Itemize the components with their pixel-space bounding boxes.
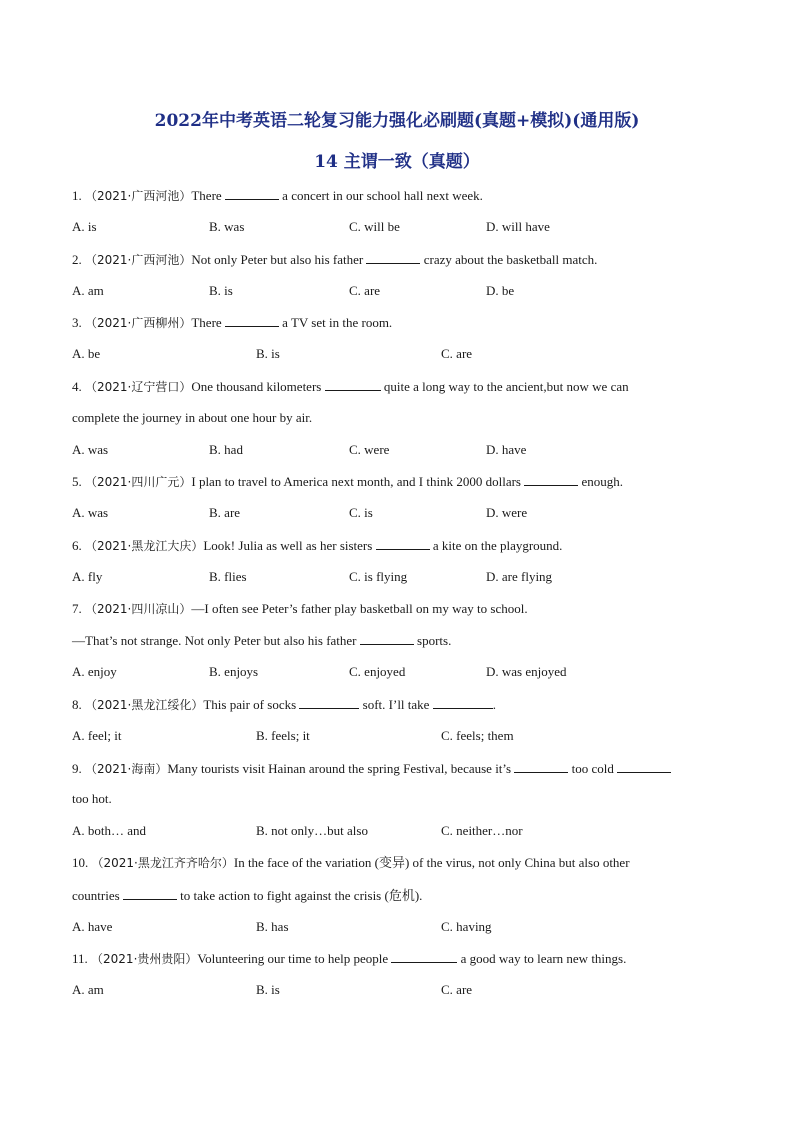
option[interactable]: C. are: [349, 283, 381, 298]
option[interactable]: B. feels; it: [256, 728, 310, 743]
document-subtitle: 14 主谓一致（真题）: [314, 152, 480, 172]
option[interactable]: B. was: [209, 219, 245, 234]
option[interactable]: A. feel; it: [72, 728, 122, 743]
option[interactable]: C. are: [441, 346, 473, 361]
answer-blank[interactable]: [391, 949, 457, 963]
option[interactable]: C. neither…nor: [441, 823, 523, 838]
question-9-stem: 9. （2021·海南）Many tourists visit Hainan around the spring Festival, because it’s too cold: [72, 759, 671, 778]
option[interactable]: B. are: [209, 505, 241, 520]
option[interactable]: D. will have: [486, 219, 550, 234]
question-9-continuation: too hot.: [72, 791, 112, 806]
answer-blank[interactable]: [360, 631, 414, 645]
answer-blank[interactable]: [433, 695, 493, 709]
option[interactable]: A. enjoy: [72, 664, 117, 679]
answer-blank[interactable]: [524, 472, 578, 486]
option[interactable]: A. am: [72, 982, 104, 997]
answer-blank[interactable]: [366, 250, 420, 264]
option[interactable]: C. enjoyed: [349, 664, 406, 679]
option[interactable]: B. has: [256, 919, 289, 934]
option[interactable]: B. is: [256, 346, 280, 361]
option[interactable]: A. be: [72, 346, 101, 361]
answer-blank[interactable]: [376, 536, 430, 550]
option[interactable]: C. feels; them: [441, 728, 514, 743]
question-7-stem: 7. （2021·四川凉山）—I often see Peter’s father play basketball on my way to school.: [72, 601, 528, 616]
option[interactable]: D. was enjoyed: [486, 664, 567, 679]
answer-blank[interactable]: [514, 759, 568, 773]
question-3-stem: 3. （2021·广西柳州）There a TV set in the room.: [72, 315, 393, 330]
option[interactable]: C. were: [349, 442, 390, 457]
question-5-stem: 5. （2021·四川广元）I plan to travel to America next month, and I think 2000 dollars enough.: [72, 474, 624, 489]
option[interactable]: D. are flying: [486, 569, 553, 584]
question-4-stem: 4. （2021·辽宁营口）One thousand kilometers quite a long way to the ancient,but now we can: [72, 379, 629, 394]
option[interactable]: C. is: [349, 505, 373, 520]
answer-blank[interactable]: [225, 313, 279, 327]
option[interactable]: A. was: [72, 442, 109, 457]
answer-blank[interactable]: [123, 886, 177, 900]
option[interactable]: C. having: [441, 919, 492, 934]
option[interactable]: B. is: [209, 283, 233, 298]
option[interactable]: A. is: [72, 219, 97, 234]
option[interactable]: D. were: [486, 505, 528, 520]
option[interactable]: B. flies: [209, 569, 247, 584]
question-1-stem: 1. （2021·广西河池）There a concert in our school hall next week.: [72, 188, 483, 203]
option[interactable]: A. have: [72, 919, 113, 934]
option[interactable]: A. fly: [72, 569, 103, 584]
option[interactable]: B. is: [256, 982, 280, 997]
option[interactable]: B. enjoys: [209, 664, 259, 679]
option[interactable]: B. had: [209, 442, 243, 457]
option[interactable]: C. will be: [349, 219, 400, 234]
question-6-stem: 6. （2021·黑龙江大庆）Look! Julia as well as her sisters a kite on the playground.: [72, 538, 563, 553]
question-8-stem: 8. （2021·黑龙江绥化）This pair of socks soft. I’ll take .: [72, 697, 496, 712]
option[interactable]: C. is flying: [349, 569, 408, 584]
document-title: 2022年中考英语二轮复习能力强化必刷题(真题+模拟)(通用版): [154, 111, 640, 131]
answer-blank[interactable]: [325, 377, 381, 391]
option[interactable]: C. are: [441, 982, 473, 997]
option[interactable]: A. was: [72, 505, 109, 520]
option[interactable]: B. not only…but also: [256, 823, 368, 838]
question-7-continuation: —That’s not strange. Not only Peter but also his father sports.: [72, 633, 452, 648]
question-10-stem: 10. （2021·黑龙江齐齐哈尔）In the face of the variation (变异) of the virus, not only China but also other: [72, 855, 630, 870]
option[interactable]: D. be: [486, 283, 515, 298]
option[interactable]: A. am: [72, 283, 104, 298]
question-11-stem: 11. （2021·贵州贵阳）Volunteering our time to help people a good way to learn new things.: [72, 951, 627, 966]
question-10-continuation: countries to take action to fight against the crisis (危机).: [72, 888, 423, 903]
question-4-continuation: complete the journey in about one hour by air.: [72, 410, 313, 425]
answer-blank[interactable]: [617, 759, 671, 773]
option[interactable]: A. both… and: [72, 823, 147, 838]
question-2-stem: 2. （2021·广西河池）Not only Peter but also his father crazy about the basketball match.: [72, 252, 598, 267]
answer-blank[interactable]: [225, 186, 279, 200]
answer-blank[interactable]: [299, 695, 359, 709]
option[interactable]: D. have: [486, 442, 527, 457]
